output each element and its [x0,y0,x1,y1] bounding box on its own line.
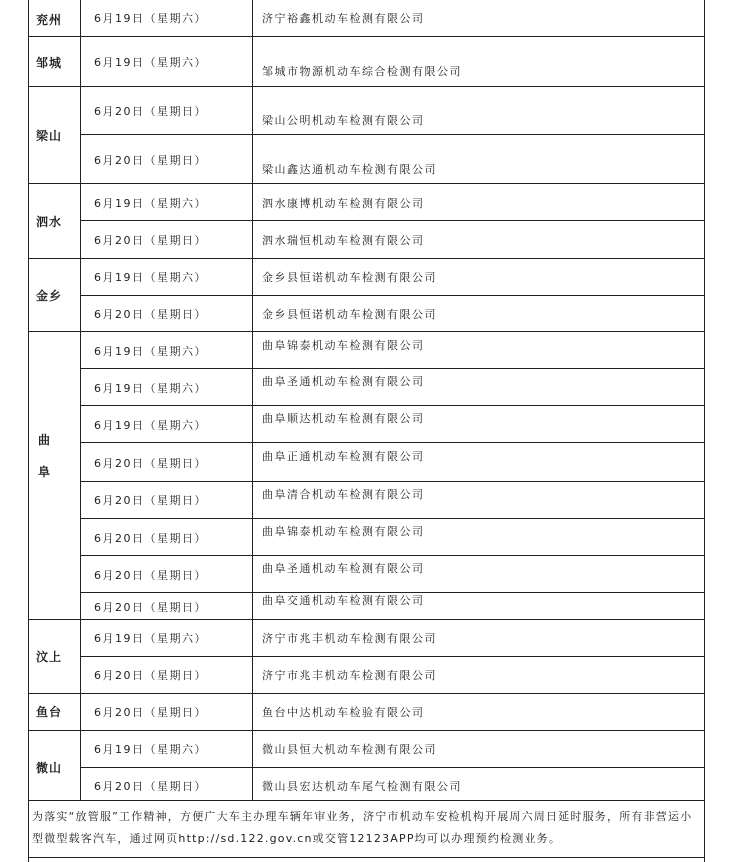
company-cell: 金乡县恒诺机动车检测有限公司 [262,308,437,321]
date-cell: 6月20日（星期日） [94,569,207,582]
company-cell: 金乡县恒诺机动车检测有限公司 [262,271,437,284]
date-cell: 6月20日（星期日） [94,780,207,793]
column-divider-date [252,0,253,800]
company-cell: 泗水瑞恒机动车检测有限公司 [262,234,425,247]
date-cell: 6月20日（星期日） [94,494,207,507]
row-separator [80,555,705,556]
city-label: 兖州 [36,13,63,27]
row-separator [80,592,705,593]
date-cell: 6月19日（星期六） [94,271,207,284]
group-separator [28,619,705,620]
company-cell: 邹城市物源机动车综合检测有限公司 [262,65,462,78]
company-cell: 泗水康博机动车检测有限公司 [262,197,425,210]
date-cell: 6月19日（星期六） [94,56,207,69]
company-cell: 曲阜正通机动车检测有限公司 [262,450,425,463]
city-label-char: 阜 [38,465,52,479]
group-separator [28,36,705,37]
company-cell: 曲阜交通机动车检测有限公司 [262,594,425,607]
group-separator [28,331,705,332]
company-cell: 曲阜锦泰机动车检测有限公司 [262,525,425,538]
date-cell: 6月20日（星期日） [94,154,207,167]
company-cell: 济宁裕鑫机动车检测有限公司 [262,12,425,25]
date-cell: 6月20日（星期日） [94,457,207,470]
company-cell: 济宁市兆丰机动车检测有限公司 [262,632,437,645]
city-label-char: 曲 [38,433,52,447]
company-cell: 梁山公明机动车检测有限公司 [262,114,425,127]
column-divider-city [80,0,81,800]
row-separator [80,518,705,519]
footer-note: 为落实“放管服”工作精神，方便广大车主办理车辆年审业务，济宁市机动车安检机构开展周六周日延时服务，所有非营运小型微型载客汽车，通过网页http://sd.122.gov.cn或交管12123APP均可以办理预约检测业务。 [32,810,693,845]
date-cell: 6月19日（星期六） [94,197,207,210]
group-separator [28,86,705,87]
row-separator [80,134,705,135]
table-border-bottom [28,857,705,858]
row-separator [80,295,705,296]
date-cell: 6月19日（星期六） [94,12,207,25]
city-label: 微山 [36,761,63,775]
city-label: 邹城 [36,56,63,70]
date-cell: 6月20日（星期日） [94,308,207,321]
company-cell: 曲阜清合机动车检测有限公司 [262,488,425,501]
group-separator [28,258,705,259]
date-cell: 6月19日（星期六） [94,743,207,756]
row-separator [80,656,705,657]
company-cell: 曲阜圣通机动车检测有限公司 [262,562,425,575]
company-cell: 微山县恒大机动车检测有限公司 [262,743,437,756]
group-separator [28,730,705,731]
city-label: 金乡 [36,289,63,303]
row-separator [80,405,705,406]
date-cell: 6月20日（星期日） [94,601,207,614]
row-separator [80,481,705,482]
row-separator [80,220,705,221]
company-cell: 微山县宏达机动车尾气检测有限公司 [262,780,462,793]
date-cell: 6月19日（星期六） [94,632,207,645]
date-cell: 6月20日（星期日） [94,532,207,545]
table-separator-note [28,800,705,801]
table-border-right [704,0,705,862]
date-cell: 6月19日（星期六） [94,382,207,395]
company-cell: 济宁市兆丰机动车检测有限公司 [262,669,437,682]
city-label: 鱼台 [36,705,63,719]
date-cell: 6月20日（星期日） [94,669,207,682]
company-cell: 曲阜锦泰机动车检测有限公司 [262,339,425,352]
date-cell: 6月20日（星期日） [94,234,207,247]
company-cell: 梁山鑫达通机动车检测有限公司 [262,163,437,176]
city-label: 梁山 [36,129,63,143]
group-separator [28,693,705,694]
company-cell: 曲阜圣通机动车检测有限公司 [262,375,425,388]
group-separator [28,183,705,184]
city-label: 泗水 [36,215,63,229]
date-cell: 6月20日（星期日） [94,706,207,719]
row-separator [80,767,705,768]
date-cell: 6月19日（星期六） [94,419,207,432]
company-cell: 鱼台中达机动车检验有限公司 [262,706,425,719]
row-separator [80,442,705,443]
date-cell: 6月20日（星期日） [94,105,207,118]
city-label: 汶上 [36,650,63,664]
date-cell: 6月19日（星期六） [94,345,207,358]
row-separator [80,368,705,369]
company-cell: 曲阜顺达机动车检测有限公司 [262,412,425,425]
table-border-left [28,0,29,862]
